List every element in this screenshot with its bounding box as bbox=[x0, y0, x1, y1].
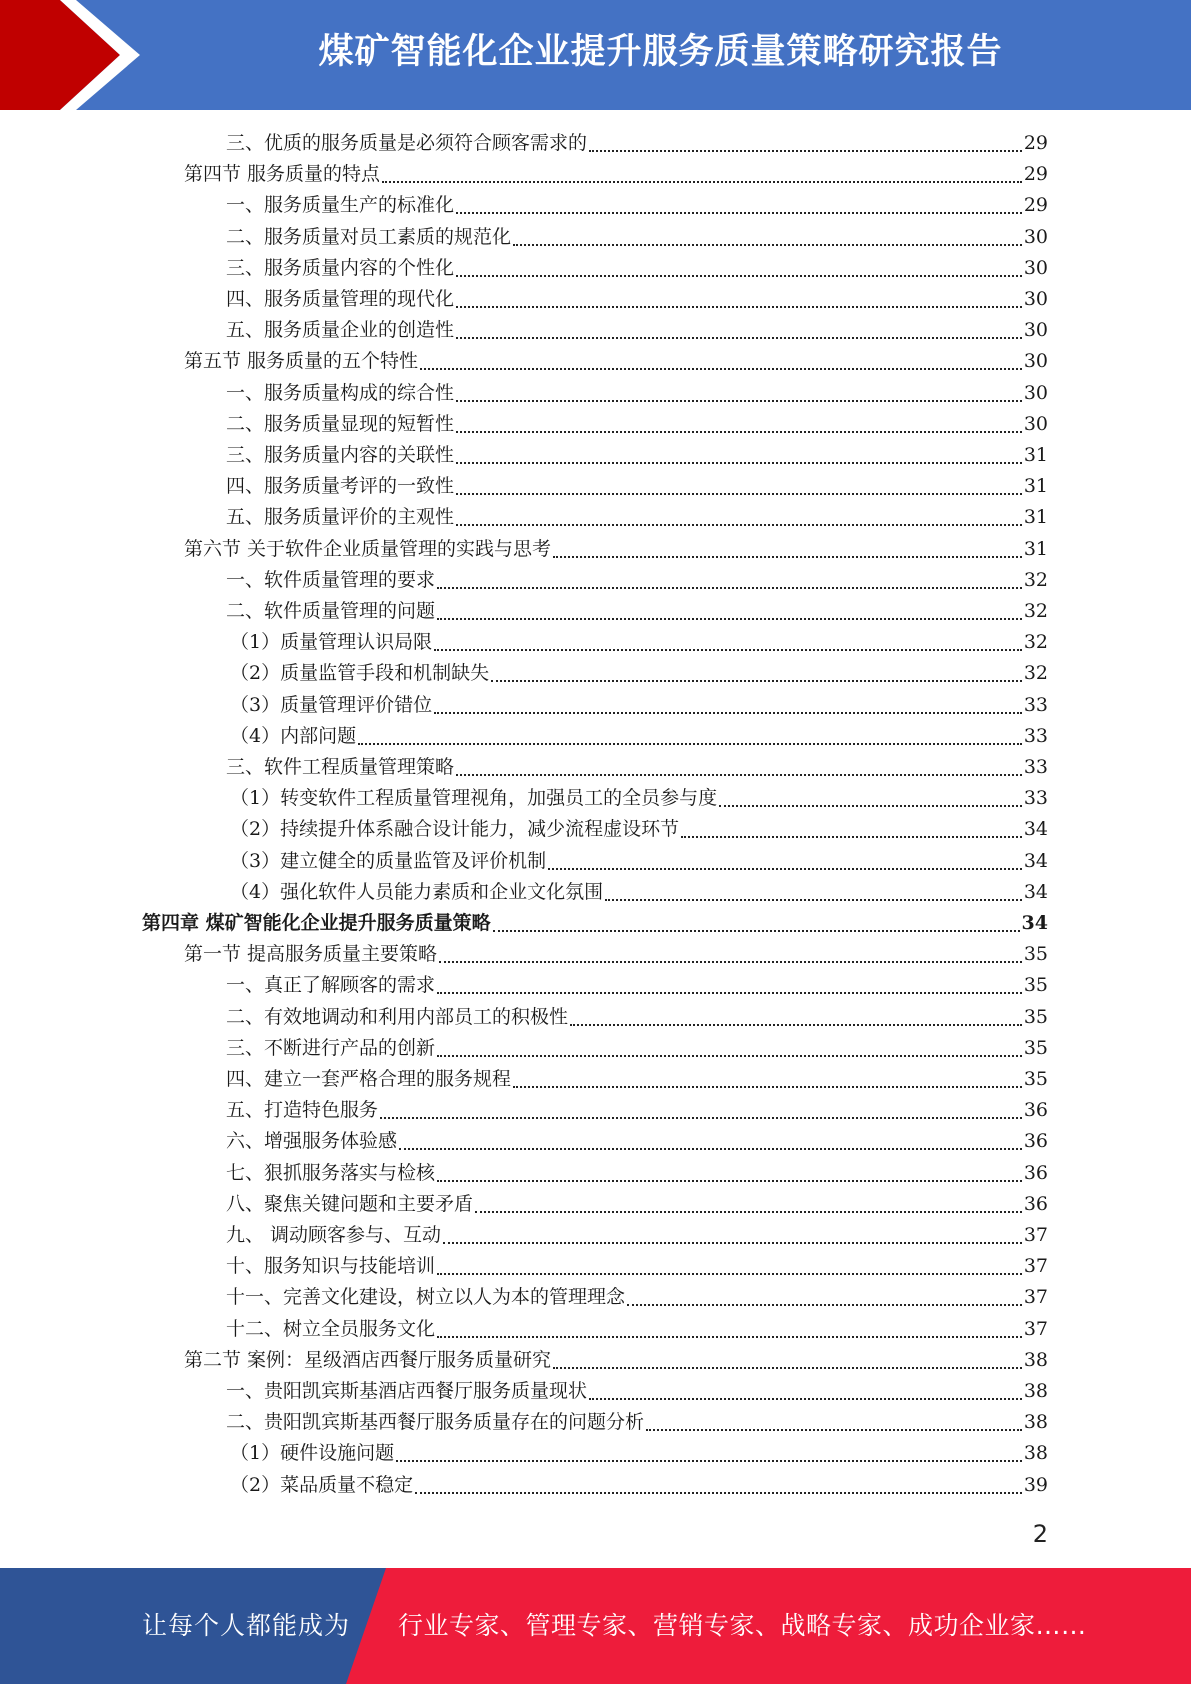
toc-entry-title: 三、不断进行产品的创新 bbox=[226, 1036, 436, 1059]
toc-entry-title: 三、优质的服务质量是必须符合顾客需求的 bbox=[226, 132, 588, 154]
toc-entry-page: 37 bbox=[1023, 1255, 1048, 1278]
toc-entry-title: 一、软件质量管理的要求 bbox=[226, 568, 436, 591]
toc-entry-title: （4）内部问题 bbox=[230, 724, 357, 747]
toc-entry-page: 32 bbox=[1023, 662, 1048, 685]
toc-entry[interactable] bbox=[226, 970, 1048, 1000]
toc-entry-title: 第一节 提高服务质量主要策略 bbox=[184, 943, 438, 966]
toc-entry[interactable] bbox=[230, 783, 1048, 813]
toc-entry-page: 36 bbox=[1023, 1161, 1048, 1184]
toc-entry[interactable] bbox=[184, 159, 1048, 189]
toc-entry-page: 35 bbox=[1023, 974, 1048, 997]
toc-entry-page: 31 bbox=[1023, 537, 1048, 560]
toc-leader-dots bbox=[456, 337, 1022, 339]
toc-entry-page: 33 bbox=[1023, 756, 1048, 778]
toc-entry-title: 四、服务质量管理的现代化 bbox=[226, 288, 455, 310]
toc-entry[interactable] bbox=[230, 814, 1048, 844]
toc-entry-title: （4）强化软件人员能力素质和企业文化氛围 bbox=[230, 880, 604, 903]
toc-leader-dots bbox=[456, 431, 1022, 433]
toc-entry-page: 30 bbox=[1023, 225, 1048, 248]
toc-entry[interactable] bbox=[226, 1314, 1048, 1344]
toc-entry-page: 34 bbox=[1023, 818, 1048, 841]
toc-entry-title: 五、服务质量评价的主观性 bbox=[226, 506, 455, 529]
toc-entry[interactable] bbox=[230, 1438, 1048, 1468]
toc-entry-page: 30 bbox=[1023, 381, 1048, 404]
footer-slogan-left: 让每个人都能成为 bbox=[142, 1611, 351, 1640]
toc-entry[interactable] bbox=[226, 471, 1048, 501]
toc-entry-title: （3）质量管理评价错位 bbox=[230, 693, 433, 716]
toc-leader-dots bbox=[627, 1304, 1022, 1306]
toc-leader-dots bbox=[456, 774, 1022, 776]
toc-leader-dots bbox=[491, 680, 1022, 682]
toc-entry-title: 第四章 煤矿智能化企业提升服务质量策略 bbox=[142, 912, 491, 934]
toc-entry[interactable] bbox=[230, 846, 1048, 876]
toc-leader-dots bbox=[553, 1367, 1022, 1369]
toc-leader-dots bbox=[437, 1336, 1022, 1338]
toc-entry[interactable] bbox=[226, 502, 1048, 532]
toc-entry-page: 30 bbox=[1023, 412, 1048, 435]
toc-entry[interactable] bbox=[226, 440, 1048, 470]
toc-entry-page: 33 bbox=[1023, 693, 1048, 716]
toc-leader-dots bbox=[380, 1117, 1022, 1119]
toc-entry-page: 35 bbox=[1023, 943, 1048, 966]
toc-entry-title: 一、服务质量生产的标准化 bbox=[226, 194, 455, 217]
toc-leader-dots bbox=[358, 743, 1022, 745]
toc-leader-dots bbox=[513, 1086, 1022, 1088]
toc-leader-dots bbox=[456, 524, 1022, 526]
toc-leader-dots bbox=[646, 1429, 1022, 1431]
footer-slogan-right: 行业专家、管理专家、营销专家、战略专家、成功企业家…… bbox=[398, 1611, 1087, 1640]
toc-leader-dots bbox=[513, 244, 1022, 246]
toc-entry-title: （2）质量监管手段和机制缺失 bbox=[230, 662, 490, 685]
toc-entry[interactable] bbox=[184, 534, 1048, 564]
toc-entry-page: 34 bbox=[1021, 912, 1048, 934]
toc-entry-title: 二、服务质量显现的短暂性 bbox=[226, 412, 455, 435]
toc-leader-dots bbox=[443, 1242, 1022, 1244]
toc-entry-page: 29 bbox=[1023, 132, 1048, 154]
toc-leader-dots bbox=[420, 368, 1022, 370]
toc-entry-title: 二、软件质量管理的问题 bbox=[226, 600, 436, 622]
toc-entry-page: 30 bbox=[1023, 288, 1048, 310]
toc-entry-title: 十二、树立全员服务文化 bbox=[226, 1317, 436, 1340]
toc-leader-dots bbox=[437, 587, 1022, 589]
toc-entry[interactable] bbox=[226, 1407, 1048, 1437]
toc-leader-dots bbox=[434, 712, 1022, 714]
toc-entry-title: （1）硬件设施问题 bbox=[230, 1442, 395, 1465]
toc-entry-page: 38 bbox=[1023, 1411, 1048, 1434]
toc-entry-title: （3）建立健全的质量监管及评价机制 bbox=[230, 849, 547, 872]
toc-entry-page: 31 bbox=[1023, 444, 1048, 466]
toc-entry-page: 38 bbox=[1023, 1380, 1048, 1402]
toc-leader-dots bbox=[570, 1024, 1022, 1026]
toc-entry-page: 29 bbox=[1023, 194, 1048, 217]
toc-leader-dots bbox=[493, 930, 1020, 932]
toc-entry-page: 36 bbox=[1023, 1192, 1048, 1215]
toc-entry-page: 33 bbox=[1023, 724, 1048, 747]
toc-entry-title: 八、聚焦关键问题和主要矛盾 bbox=[226, 1192, 474, 1215]
toc-entry[interactable] bbox=[230, 627, 1048, 657]
toc-entry-title: 六、增强服务体验感 bbox=[226, 1130, 398, 1153]
toc-entry-title: 十一、完善文化建设，树立以人为本的管理理念 bbox=[226, 1286, 626, 1309]
toc-entry-title: 七、狠抓服务落实与检核 bbox=[226, 1161, 436, 1184]
toc-entry-title: 第五节 服务质量的五个特性 bbox=[184, 350, 419, 373]
toc-entry-title: （2）菜品质量不稳定 bbox=[230, 1473, 414, 1496]
toc-entry-page: 31 bbox=[1023, 506, 1048, 529]
toc-entry[interactable] bbox=[226, 752, 1048, 782]
toc-entry-page: 37 bbox=[1023, 1224, 1048, 1246]
toc-leader-dots bbox=[437, 1273, 1022, 1275]
toc-entry[interactable] bbox=[226, 1158, 1048, 1188]
toc-leader-dots bbox=[548, 868, 1022, 870]
toc-entry-title: 第二节 案例：星级酒店西餐厅服务质量研究 bbox=[184, 1348, 552, 1371]
toc-entry[interactable] bbox=[226, 409, 1048, 439]
toc-entry-page: 32 bbox=[1023, 600, 1048, 622]
toc-leader-dots bbox=[456, 493, 1022, 495]
toc-leader-dots bbox=[396, 1460, 1022, 1462]
toc-leader-dots bbox=[589, 1398, 1022, 1400]
toc-leader-dots bbox=[681, 836, 1022, 838]
toc-entry[interactable] bbox=[142, 908, 1048, 938]
toc-entry[interactable] bbox=[226, 1376, 1048, 1406]
toc-entry-page: 38 bbox=[1023, 1442, 1048, 1465]
toc-entry-page: 38 bbox=[1023, 1348, 1048, 1371]
toc-entry-page: 30 bbox=[1023, 319, 1048, 342]
toc-entry[interactable] bbox=[226, 128, 1048, 158]
toc-leader-dots bbox=[437, 1180, 1022, 1182]
toc-entry-title: 三、服务质量内容的关联性 bbox=[226, 444, 455, 466]
toc-entry-title: 九、 调动顾客参与、互动 bbox=[226, 1224, 442, 1246]
toc-leader-dots bbox=[553, 556, 1022, 558]
toc-entry[interactable] bbox=[230, 690, 1048, 720]
toc-entry-title: 第四节 服务质量的特点 bbox=[184, 163, 381, 186]
toc-entry[interactable] bbox=[226, 596, 1048, 626]
toc-leader-dots bbox=[589, 150, 1022, 152]
toc-entry[interactable] bbox=[226, 1126, 1048, 1156]
toc-entry[interactable] bbox=[226, 222, 1048, 252]
toc-leader-dots bbox=[456, 306, 1022, 308]
toc-entry[interactable] bbox=[226, 1220, 1048, 1250]
toc-leader-dots bbox=[437, 992, 1022, 994]
toc-leader-dots bbox=[437, 618, 1022, 620]
toc-leader-dots bbox=[456, 212, 1022, 214]
toc-entry-page: 31 bbox=[1023, 475, 1048, 498]
toc-entry-page: 36 bbox=[1023, 1099, 1048, 1122]
toc-entry-page: 35 bbox=[1023, 1036, 1048, 1059]
toc-entry[interactable] bbox=[184, 346, 1048, 376]
toc-entry-page: 34 bbox=[1023, 849, 1048, 872]
toc-leader-dots bbox=[399, 1148, 1022, 1150]
toc-entry-title: 一、真正了解顾客的需求 bbox=[226, 974, 436, 997]
toc-entry-page: 39 bbox=[1023, 1473, 1048, 1496]
toc-entry-page: 34 bbox=[1023, 880, 1048, 903]
toc-leader-dots bbox=[434, 649, 1022, 651]
toc-entry[interactable] bbox=[184, 939, 1048, 969]
toc-entry-title: 四、服务质量考评的一致性 bbox=[226, 475, 455, 498]
toc-entry-page: 30 bbox=[1023, 350, 1048, 373]
toc-entry-page: 35 bbox=[1023, 1068, 1048, 1090]
toc-entry-title: 四、建立一套严格合理的服务规程 bbox=[226, 1068, 512, 1090]
toc-leader-dots bbox=[439, 961, 1022, 963]
toc-entry[interactable] bbox=[184, 1345, 1048, 1375]
toc-leader-dots bbox=[415, 1492, 1022, 1494]
toc-entry-title: （1）质量管理认识局限 bbox=[230, 631, 433, 654]
toc-entry[interactable] bbox=[226, 1033, 1048, 1063]
toc-entry-title: （1）转变软件工程质量管理视角，加强员工的全员参与度 bbox=[230, 787, 718, 810]
toc-entry[interactable] bbox=[226, 284, 1048, 314]
toc-leader-dots bbox=[456, 462, 1022, 464]
toc-leader-dots bbox=[475, 1211, 1022, 1213]
toc-entry-page: 37 bbox=[1023, 1286, 1048, 1309]
toc-entry-page: 30 bbox=[1023, 256, 1048, 279]
toc-entry-title: 十、服务知识与技能培训 bbox=[226, 1255, 436, 1278]
toc-entry[interactable] bbox=[230, 877, 1048, 907]
toc-entry[interactable] bbox=[230, 1470, 1048, 1500]
toc-entry[interactable] bbox=[226, 378, 1048, 408]
toc-leader-dots bbox=[456, 400, 1022, 402]
toc-entry-page: 35 bbox=[1023, 1005, 1048, 1028]
toc-entry-title: 二、贵阳凯宾斯基西餐厅服务质量存在的问题分析 bbox=[226, 1411, 645, 1434]
toc-entry[interactable] bbox=[226, 1251, 1048, 1281]
toc-entry-title: 三、服务质量内容的个性化 bbox=[226, 256, 455, 279]
toc-entry-page: 36 bbox=[1023, 1130, 1048, 1153]
toc-entry-title: 一、贵阳凯宾斯基酒店西餐厅服务质量现状 bbox=[226, 1380, 588, 1402]
toc-entry-title: 一、服务质量构成的综合性 bbox=[226, 381, 455, 404]
page-footer bbox=[0, 1568, 1191, 1684]
toc-entry-title: 第六节 关于软件企业质量管理的实践与思考 bbox=[184, 537, 552, 560]
toc-entry[interactable] bbox=[226, 565, 1048, 595]
toc-leader-dots bbox=[719, 805, 1022, 807]
toc-entry[interactable] bbox=[226, 1189, 1048, 1219]
toc-entry-title: 五、打造特色服务 bbox=[226, 1099, 379, 1122]
toc-entry[interactable] bbox=[226, 253, 1048, 283]
toc-entry[interactable] bbox=[226, 315, 1048, 345]
toc-entry-page: 29 bbox=[1023, 163, 1048, 186]
toc-entry-title: 三、软件工程质量管理策略 bbox=[226, 756, 455, 778]
toc-entry[interactable] bbox=[230, 658, 1048, 688]
toc-entry-page: 37 bbox=[1023, 1317, 1048, 1340]
toc-entry-page: 32 bbox=[1023, 631, 1048, 654]
toc-leader-dots bbox=[456, 275, 1022, 277]
toc-entry-title: 二、有效地调动和利用内部员工的积极性 bbox=[226, 1005, 569, 1028]
document-title: 煤矿智能化企业提升服务质量策略研究报告 bbox=[318, 32, 1003, 72]
toc-leader-dots bbox=[605, 899, 1022, 901]
toc-entry[interactable] bbox=[226, 1095, 1048, 1125]
toc-entry[interactable] bbox=[226, 1064, 1048, 1094]
toc-entry[interactable] bbox=[226, 1282, 1048, 1312]
page-header bbox=[0, 0, 1191, 110]
toc-entry-page: 32 bbox=[1023, 568, 1048, 591]
toc-entry-page: 33 bbox=[1023, 787, 1048, 810]
toc-entry-title: 二、服务质量对员工素质的规范化 bbox=[226, 225, 512, 248]
page-number: 2 bbox=[1032, 1520, 1048, 1548]
toc-entry-title: （2）持续提升体系融合设计能力，减少流程虚设环节 bbox=[230, 818, 680, 841]
toc-entry[interactable] bbox=[226, 190, 1048, 220]
toc-entry[interactable] bbox=[230, 721, 1048, 751]
toc-leader-dots bbox=[382, 181, 1022, 183]
toc-entry-title: 五、服务质量企业的创造性 bbox=[226, 319, 455, 342]
toc-entry[interactable] bbox=[226, 1002, 1048, 1032]
toc-leader-dots bbox=[437, 1055, 1022, 1057]
